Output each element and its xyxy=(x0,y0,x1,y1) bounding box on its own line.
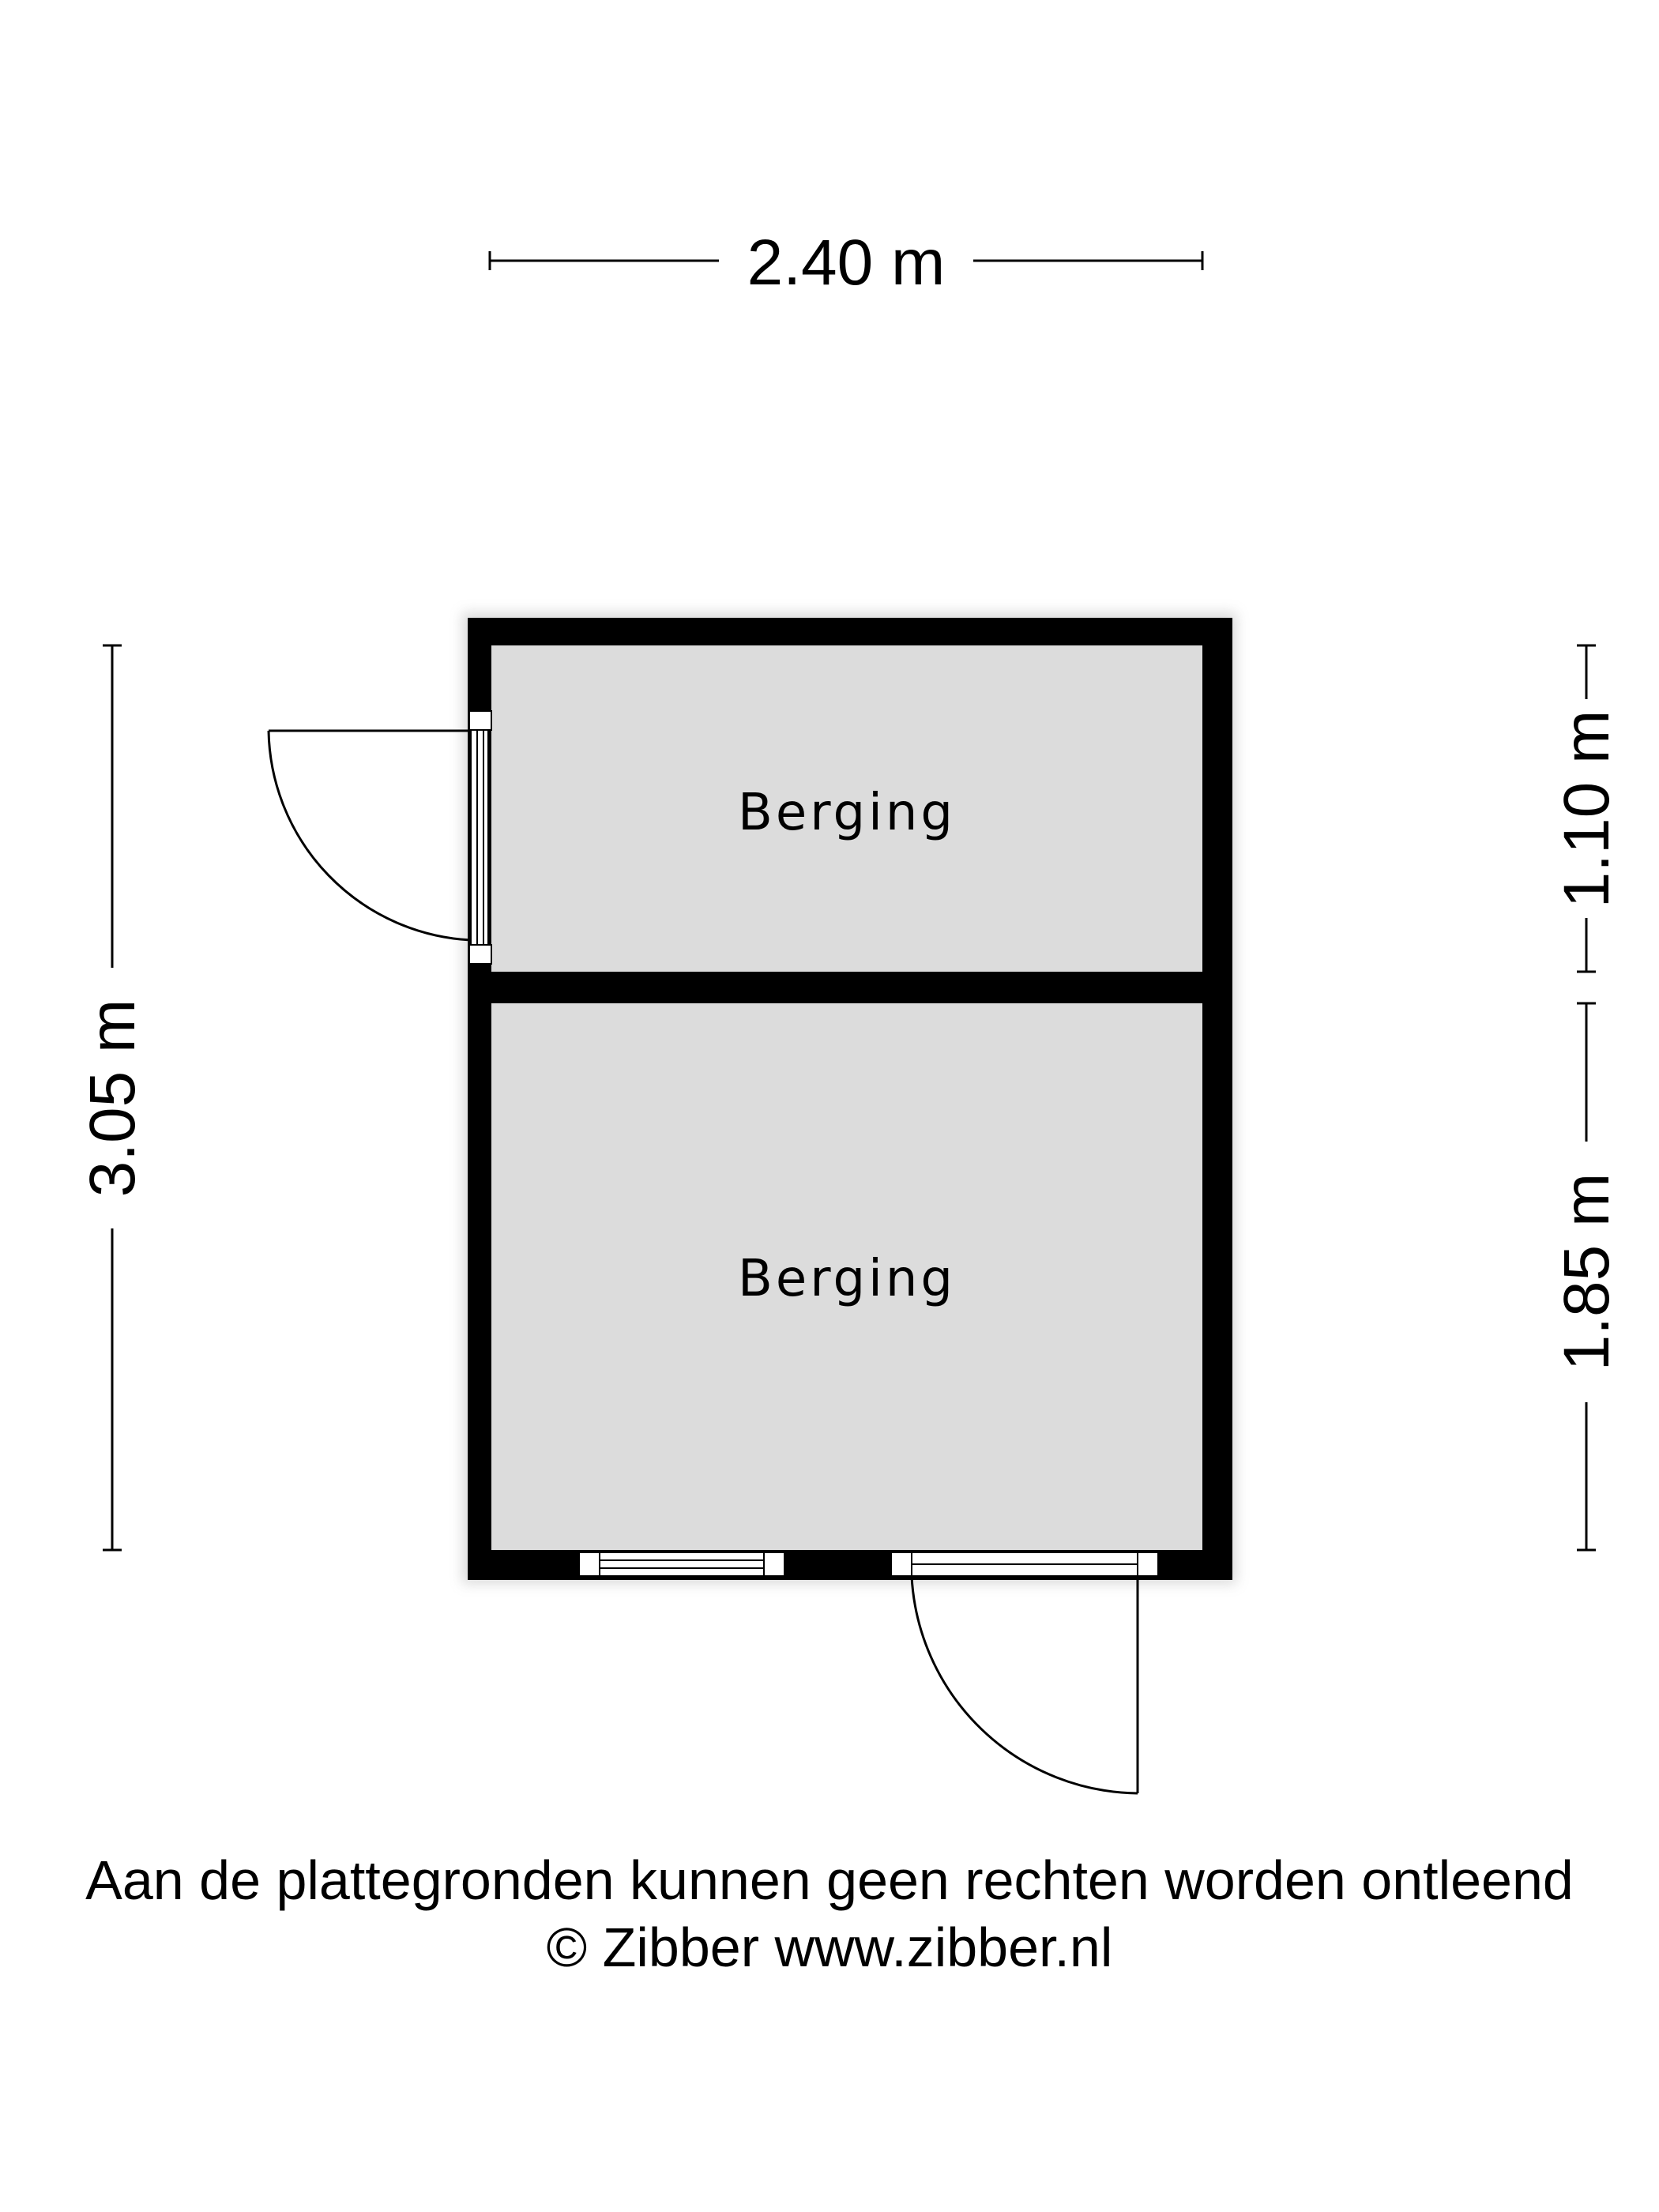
room-label-lower: Berging xyxy=(737,1250,957,1308)
dimension-height-total-label: 3.05 m xyxy=(77,999,149,1198)
dimension-height-lower-label: 1.85 m xyxy=(1551,1172,1623,1371)
disclaimer-text: Aan de plattegronden kunnen geen rechten worden ontleend xyxy=(85,1849,1574,1911)
copyright-text: © Zibber www.zibber.nl xyxy=(546,1917,1113,1978)
bottom-window xyxy=(579,1552,784,1576)
dimension-width xyxy=(490,227,1202,299)
dimension-height-total xyxy=(77,645,149,1550)
dimension-height-upper-label: 1.10 m xyxy=(1551,709,1623,908)
bottom-door xyxy=(891,1552,1158,1793)
dimension-height-lower xyxy=(1551,1003,1623,1550)
left-door xyxy=(269,711,491,964)
room-label-upper: Berging xyxy=(737,784,957,842)
dimension-width-label: 2.40 m xyxy=(747,227,946,299)
dimension-height-upper xyxy=(1551,645,1623,972)
